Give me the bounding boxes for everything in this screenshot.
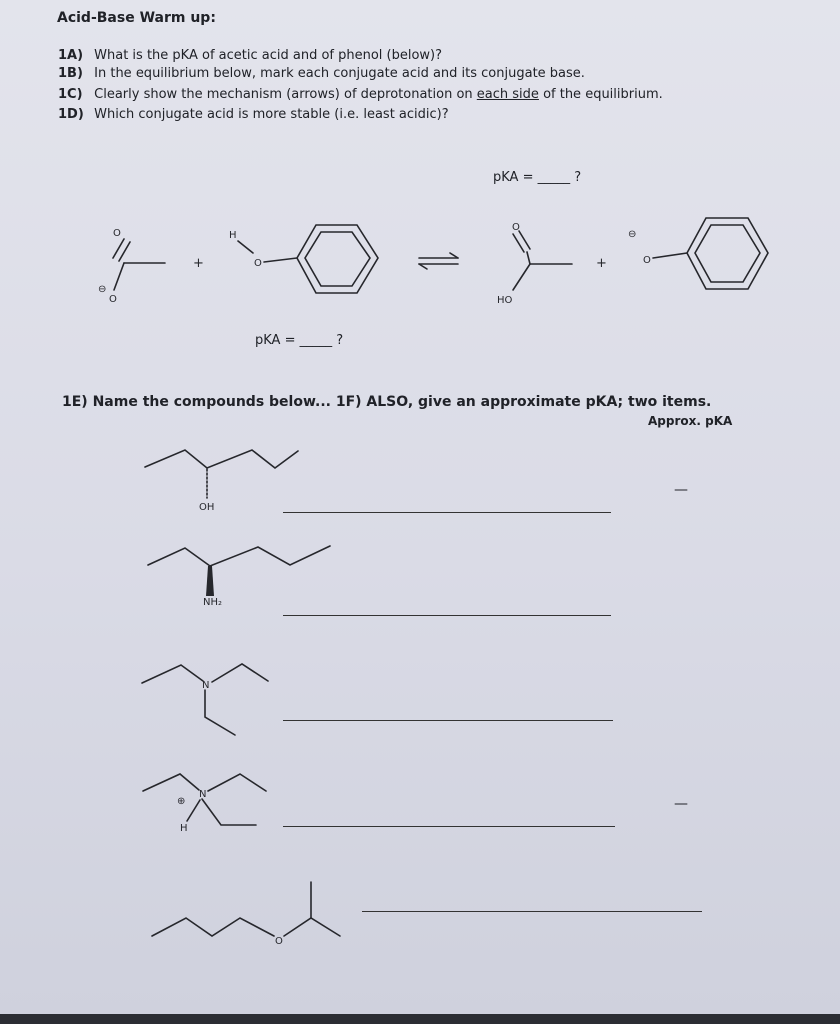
compound-secondary-alcohol (145, 450, 298, 513)
nitrogen-label: N (202, 680, 210, 691)
question-text-end: of the equilibrium. (543, 87, 663, 102)
plus-sign: + (193, 256, 204, 271)
hydroxyl-label: OH (199, 502, 215, 513)
nitrogen-label: N (199, 789, 207, 800)
plus-sign: + (596, 256, 607, 271)
oxygen-label: O (109, 294, 117, 305)
question-1e-1f: 1E) Name the compounds below... 1F) ALSO, give an approximate pKA; two items. (62, 394, 712, 410)
hydrogen-label: H (229, 230, 237, 241)
compound-ammonium-ion (143, 774, 266, 834)
phenol-structure (229, 225, 378, 293)
amine-label: NH₂ (203, 597, 223, 608)
hydrogen-label: H (180, 823, 188, 834)
pka-blank-top[interactable]: pKA = _____ ? (493, 170, 582, 185)
approx-pka-mark: — (674, 796, 688, 812)
oxygen-label: O (275, 936, 283, 947)
question-text: In the equilibrium below, mark each conjugate acid and its conjugate base. (94, 66, 585, 81)
positive-charge-icon: ⊕ (177, 796, 186, 807)
oxygen-label: O (113, 228, 121, 239)
underlined-text: each side (476, 87, 539, 102)
compound-tertiary-amine (142, 664, 268, 735)
question-text: Clearly show the mechanism (arrows) of deprotonation on (94, 87, 473, 102)
question-label: 1A) (58, 48, 84, 63)
oxygen-label: O (254, 258, 262, 269)
compound-primary-amine (148, 546, 330, 608)
negative-charge-icon: ⊖ (628, 229, 637, 240)
phenoxide-structure (628, 218, 768, 289)
question-text: What is the pKA of acetic acid and of phenol (below)? (94, 48, 443, 63)
question-text: Which conjugate acid is more stable (i.e. least acidic)? (94, 107, 449, 122)
question-label: 1B) (58, 66, 83, 81)
oxygen-label: O (643, 255, 651, 266)
acetic-acid-structure (497, 222, 572, 306)
question-label: 1C) (58, 87, 83, 102)
compound-ether (152, 882, 340, 947)
negative-charge-icon: ⊖ (98, 284, 107, 295)
acetate-structure (98, 228, 165, 305)
equilibrium-arrows (419, 253, 458, 269)
worksheet-title: Acid-Base Warm up: (57, 10, 216, 26)
pka-blank-bottom[interactable]: pKA = _____ ? (255, 333, 344, 348)
hydroxyl-label: HO (497, 295, 513, 306)
approx-pka-mark: — (674, 482, 688, 498)
oxygen-label: O (512, 222, 520, 233)
approx-pka-header: Approx. pKA (648, 414, 733, 428)
background-edge (0, 1014, 840, 1024)
question-label: 1D) (58, 107, 84, 122)
